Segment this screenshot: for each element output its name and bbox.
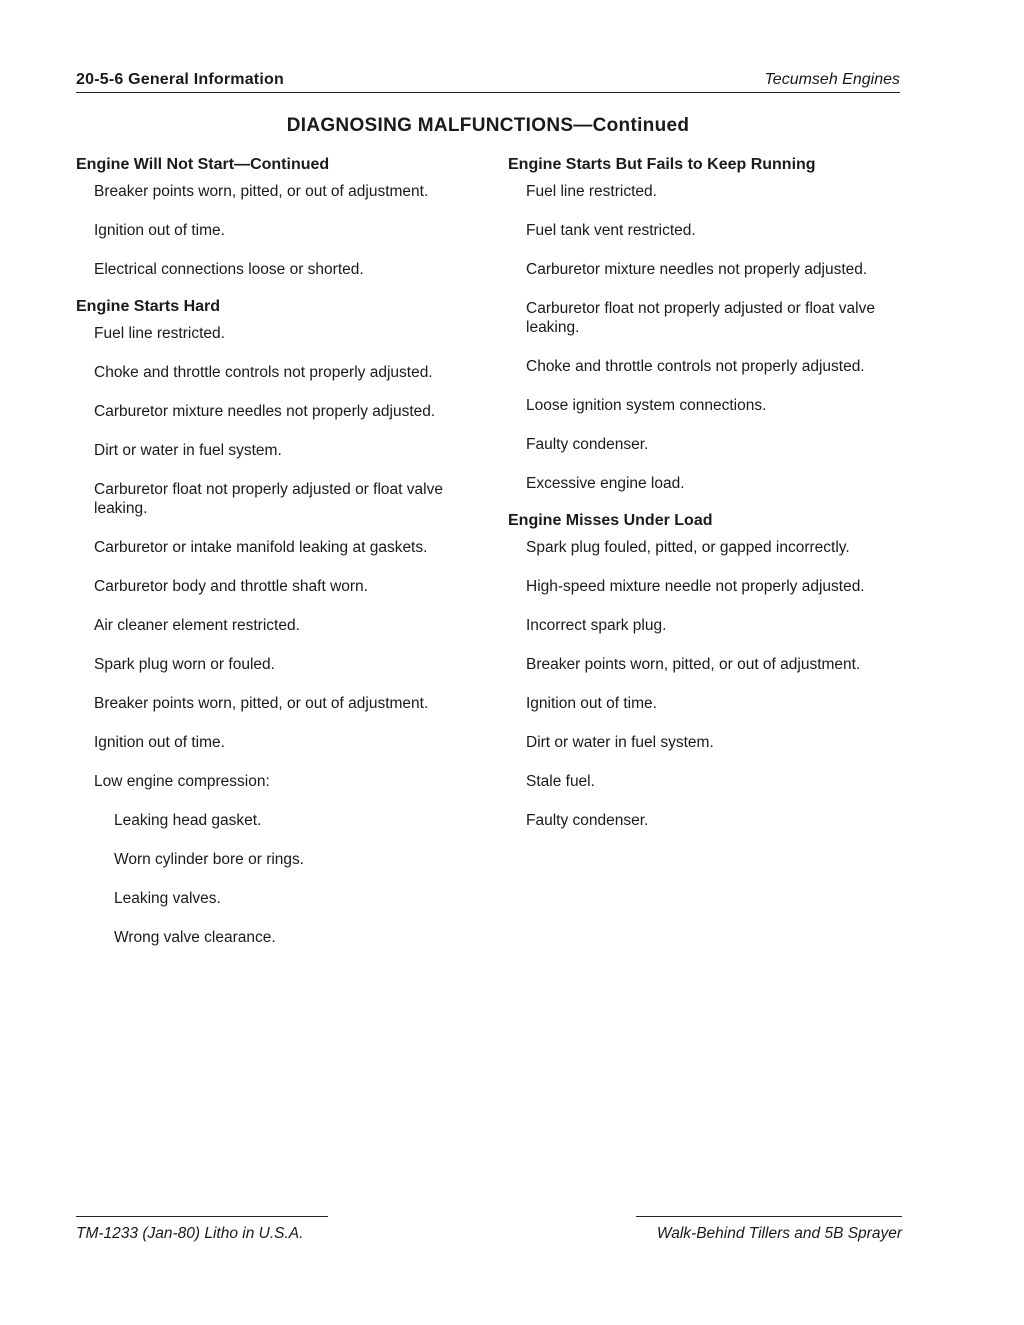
list-item: Ignition out of time. xyxy=(526,695,657,712)
section-heading: Engine Misses Under Load xyxy=(508,512,713,529)
sub-list-item: Wrong valve clearance. xyxy=(114,929,276,946)
list-item: Faulty condenser. xyxy=(526,436,649,453)
sub-list-item: Leaking valves. xyxy=(114,890,221,907)
left-column xyxy=(76,155,486,967)
list-item: Fuel line restricted. xyxy=(526,183,657,200)
list-item: Fuel line restricted. xyxy=(94,325,225,342)
list-item: Carburetor or intake manifold leaking at gaskets. xyxy=(94,539,428,556)
list-item: Carburetor mixture needles not properly adjusted. xyxy=(526,261,868,278)
header-manual-name: Tecumseh Engines xyxy=(764,71,900,88)
list-item: Breaker points worn, pitted, or out of adjustment. xyxy=(526,656,861,673)
list-item: High-speed mixture needle not properly adjusted. xyxy=(526,578,865,595)
list-item: Breaker points worn, pitted, or out of adjustment. xyxy=(94,183,429,200)
section-heading: Engine Will Not Start—Continued xyxy=(76,156,330,173)
list-item: Ignition out of time. xyxy=(94,222,225,239)
list-item: Carburetor mixture needles not properly adjusted. xyxy=(94,403,436,420)
list-item: Air cleaner element restricted. xyxy=(94,617,300,634)
list-item: Electrical connections loose or shorted. xyxy=(94,261,364,278)
footer-manual-title: Walk-Behind Tillers and 5B Sprayer xyxy=(656,1225,902,1242)
list-item: Spark plug worn or fouled. xyxy=(94,656,275,673)
list-item: Carburetor float not properly adjusted or float valve leaking. xyxy=(94,481,443,517)
footer-rule-right xyxy=(636,1216,902,1217)
list-item: Carburetor float not properly adjusted or float valve leaking. xyxy=(526,300,875,336)
list-item: Faulty condenser. xyxy=(526,812,649,829)
sub-list-item: Leaking head gasket. xyxy=(114,812,262,829)
footer-rule-left xyxy=(76,1216,328,1217)
section-heading: Engine Starts Hard xyxy=(76,298,221,315)
page-header xyxy=(76,70,900,93)
list-item: Breaker points worn, pitted, or out of adjustment. xyxy=(94,695,429,712)
list-item: Excessive engine load. xyxy=(526,475,685,492)
footer-manual-number: TM-1233 (Jan-80) Litho in U.S.A. xyxy=(76,1225,304,1242)
list-item: Stale fuel. xyxy=(526,773,595,790)
list-item: Choke and throttle controls not properly adjusted. xyxy=(526,358,865,375)
list-item: Spark plug fouled, pitted, or gapped incorrectly. xyxy=(526,539,850,556)
sub-list-item: Worn cylinder bore or rings. xyxy=(114,851,305,868)
list-item: Dirt or water in fuel system. xyxy=(526,734,714,751)
list-item: Choke and throttle controls not properly adjusted. xyxy=(94,364,433,381)
section-heading: Engine Starts But Fails to Keep Running xyxy=(508,156,816,173)
list-item: Dirt or water in fuel system. xyxy=(94,442,282,459)
list-item: Ignition out of time. xyxy=(94,734,225,751)
right-column xyxy=(508,155,918,850)
list-item: Low engine compression: xyxy=(94,773,270,790)
list-item: Carburetor body and throttle shaft worn. xyxy=(94,578,368,595)
header-section-label: 20-5-6 General Information xyxy=(76,71,284,88)
list-item: Loose ignition system connections. xyxy=(526,397,767,414)
page-title: DIAGNOSING MALFUNCTIONS—Continued xyxy=(286,115,690,136)
list-item: Fuel tank vent restricted. xyxy=(526,222,696,239)
list-item: Incorrect spark plug. xyxy=(526,617,667,634)
